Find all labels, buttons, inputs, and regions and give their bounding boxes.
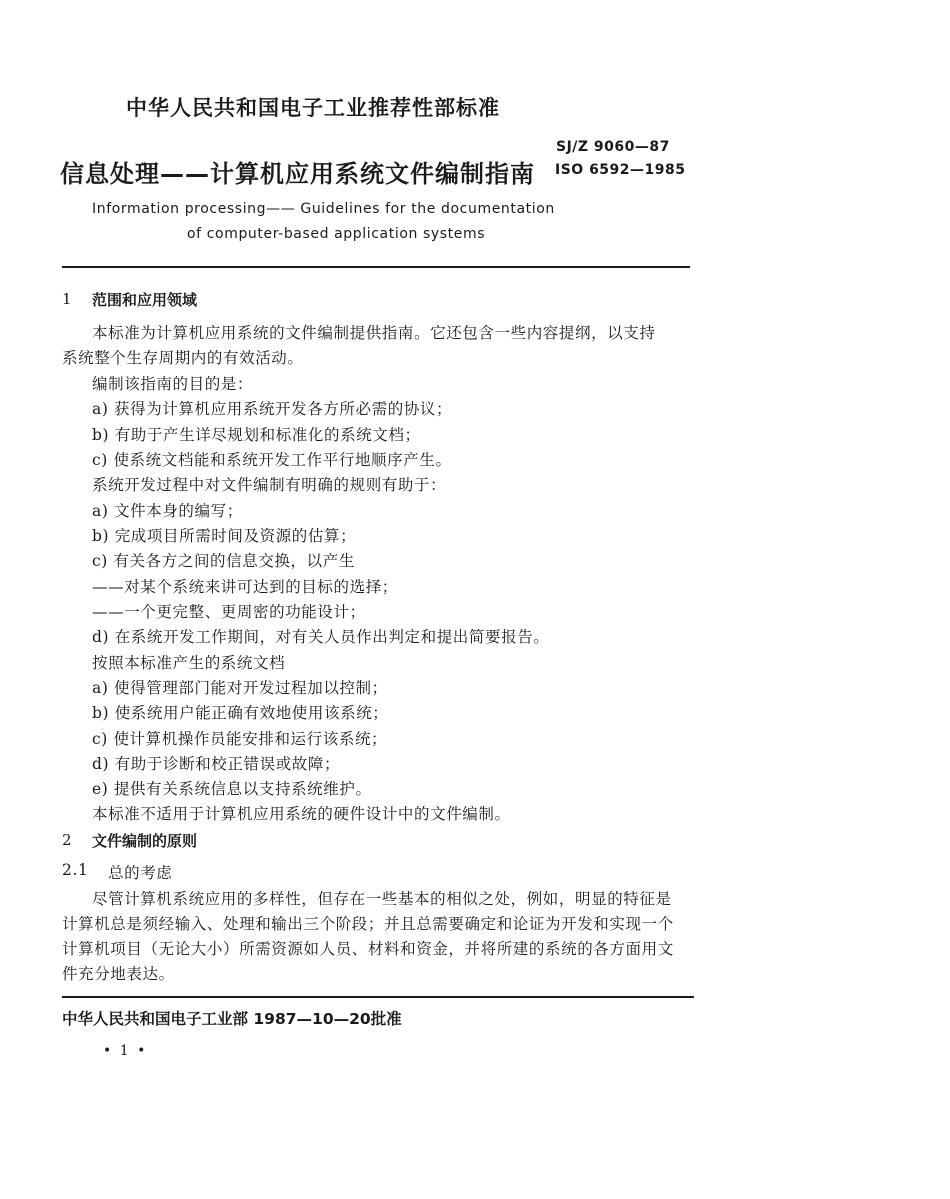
section-number: 2 (62, 831, 72, 849)
document-title-en-line-1: Information processing—— Guidelines for the documentation (92, 201, 555, 217)
body-line: 系统整个生存周期内的有效活动。 (62, 349, 304, 367)
list-item: c) 有关各方之间的信息交换，以产生 (92, 552, 355, 570)
header-divider (62, 266, 690, 268)
standard-category-heading: 中华人民共和国电子工业推荐性部标准 (126, 96, 500, 120)
footer-divider (62, 996, 694, 998)
list-item: c) 使系统文档能和系统开发工作平行地顺序产生。 (92, 451, 452, 469)
list-item: a) 文件本身的编写； (92, 502, 243, 520)
body-line: 系统开发过程中对文件编制有明确的规则有助于： (92, 476, 447, 494)
standard-number-iso: ISO 6592—1985 (555, 162, 686, 178)
list-item: b) 完成项目所需时间及资源的估算； (92, 527, 357, 545)
page-number: • 1 • (103, 1043, 148, 1059)
list-item: c) 使计算机操作员能安排和运行该系统； (92, 730, 388, 748)
list-item: b) 使系统用户能正确有效地使用该系统； (92, 704, 389, 722)
section-title: 范围和应用领域 (92, 291, 198, 309)
list-item: a) 使得管理部门能对开发过程加以控制； (92, 679, 388, 697)
document-title-en-line-2: of computer-based application systems (187, 226, 486, 242)
subsection-title: 总的考虑 (108, 864, 173, 882)
list-item: e) 提供有关系统信息以支持系统维护。 (92, 780, 372, 798)
list-item: a) 获得为计算机应用系统开发各方所必需的协议； (92, 400, 453, 418)
standard-number-sj: SJ/Z 9060—87 (556, 139, 670, 155)
list-subitem: ——一个更完整、更周密的功能设计； (92, 603, 366, 621)
body-line: 按照本标准产生的系统文档 (92, 654, 286, 672)
section-number: 1 (62, 290, 72, 308)
subsection-number: 2.1 (62, 861, 89, 879)
list-subitem: ——对某个系统来讲可达到的目标的选择； (92, 578, 398, 596)
section-title: 文件编制的原则 (92, 832, 198, 850)
body-line: 尽管计算机系统应用的多样性，但存在一些基本的相似之处，例如，明显的特征是 (92, 890, 672, 908)
body-line: 计算机项目（无论大小）所需资源如人员、材料和资金，并将所建的系统的各方面用文 (62, 940, 674, 958)
body-line: 计算机总是须经输入、处理和输出三个阶段；并且总需要确定和论证为开发和实现一个 (62, 915, 674, 933)
list-item: d) 有助于诊断和校正错误或故障； (92, 755, 341, 773)
approval-line: 中华人民共和国电子工业部 1987—10—20批准 (62, 1010, 402, 1028)
body-line: 本标准为计算机应用系统的文件编制提供指南。它还包含一些内容提纲，以支持 (92, 324, 656, 342)
body-line: 本标准不适用于计算机应用系统的硬件设计中的文件编制。 (92, 805, 511, 823)
body-line: 件充分地表达。 (62, 965, 175, 983)
list-item: d) 在系统开发工作期间，对有关人员作出判定和提出简要报告。 (92, 628, 550, 646)
document-title-cn: 信息处理——计算机应用系统文件编制指南 (60, 160, 535, 188)
list-item: b) 有助于产生详尽规划和标准化的系统文档； (92, 426, 421, 444)
body-line: 编制该指南的目的是： (92, 375, 254, 393)
